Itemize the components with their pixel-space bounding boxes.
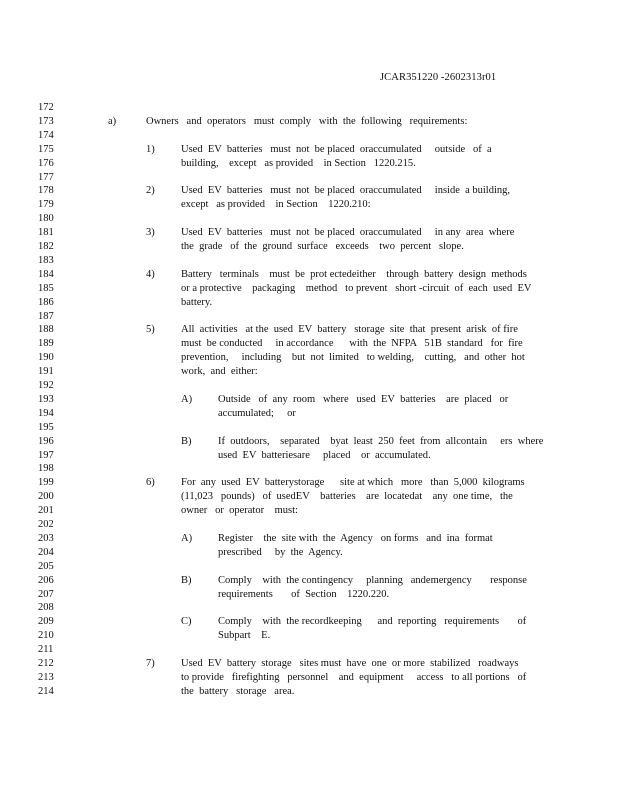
document-line bbox=[0, 476, 618, 489]
list-label: 4) bbox=[146, 268, 155, 280]
line-number: 186 bbox=[38, 296, 54, 308]
document-line bbox=[0, 629, 618, 642]
document-line bbox=[0, 490, 618, 503]
document-line bbox=[0, 198, 618, 211]
line-number: 174 bbox=[38, 129, 54, 141]
line-number: 201 bbox=[38, 505, 54, 517]
line-text: Used EV batteries must not be placed oraccumulated in any area where bbox=[181, 227, 515, 239]
line-text: used EV batteriesare placed or accumulated. bbox=[218, 449, 431, 461]
line-number: 181 bbox=[38, 227, 54, 239]
list-label: 6) bbox=[146, 477, 155, 489]
document-line bbox=[0, 226, 618, 239]
line-text: building, except as provided in Section 1220.215. bbox=[181, 157, 416, 169]
document-line bbox=[0, 310, 618, 323]
line-number: 212 bbox=[38, 658, 54, 669]
document-line bbox=[0, 615, 618, 628]
document-line bbox=[0, 365, 618, 378]
line-text: Battery terminals must be prot ectedeither through battery design methods bbox=[181, 268, 527, 280]
document-line bbox=[0, 601, 618, 614]
document-line bbox=[0, 115, 618, 128]
line-number: 188 bbox=[38, 324, 54, 336]
line-text: owner or operator must: bbox=[181, 505, 298, 517]
line-number: 192 bbox=[38, 380, 54, 391]
document-id-header: JCAR351220 -2602313r01 bbox=[380, 72, 497, 83]
line-number: 208 bbox=[38, 602, 54, 614]
line-text: or a protective packaging method to prevent short -circuit of each used EV bbox=[181, 282, 532, 294]
line-number: 177 bbox=[38, 171, 54, 183]
list-label: B) bbox=[181, 574, 192, 586]
line-number: 191 bbox=[38, 366, 54, 378]
document-line bbox=[0, 337, 618, 350]
line-number: 202 bbox=[38, 519, 54, 530]
document-line bbox=[0, 184, 618, 197]
line-number: 175 bbox=[38, 143, 54, 155]
line-number: 173 bbox=[38, 115, 54, 127]
line-number: 211 bbox=[38, 644, 54, 656]
list-label: A) bbox=[181, 532, 193, 544]
list-label: C) bbox=[181, 616, 192, 628]
line-text: Comply with the recordkeeping and reporting requirements of bbox=[218, 616, 527, 628]
line-number: 172 bbox=[38, 102, 54, 113]
document-line bbox=[0, 296, 618, 309]
line-text: Outside of any room where used EV batteries are placed or bbox=[218, 393, 509, 405]
line-text: Used EV battery storage sites must have one or more stabilized roadways bbox=[181, 658, 519, 669]
line-number: 204 bbox=[38, 546, 54, 558]
line-text: Register the site with the Agency on forms and ina format bbox=[218, 532, 493, 544]
document-line bbox=[0, 421, 618, 434]
document-line bbox=[0, 435, 618, 448]
line-number: 183 bbox=[38, 254, 54, 266]
line-number: 179 bbox=[38, 199, 54, 211]
document-line bbox=[0, 685, 618, 698]
line-number: 197 bbox=[38, 449, 54, 461]
document-line bbox=[0, 574, 618, 587]
line-text: to provide firefighting personnel and equipment access to all portions of bbox=[181, 671, 527, 683]
line-text: battery. bbox=[181, 296, 213, 308]
line-text: Used EV batteries must not be placed oraccumulated outside of a bbox=[181, 143, 492, 155]
document-line bbox=[0, 393, 618, 406]
document-line bbox=[0, 560, 618, 573]
document-line bbox=[0, 101, 618, 114]
line-text: requirements of Section 1220.220. bbox=[218, 588, 390, 600]
line-text: All activities at the used EV battery storage site that present arisk of fire bbox=[181, 324, 518, 336]
line-number: 213 bbox=[38, 671, 54, 683]
document-line bbox=[0, 268, 618, 281]
document-line bbox=[0, 449, 618, 462]
line-number: 203 bbox=[38, 532, 54, 544]
document-line bbox=[0, 351, 618, 364]
document-line bbox=[0, 518, 618, 531]
line-number: 178 bbox=[38, 185, 54, 197]
list-label: 7) bbox=[146, 658, 155, 669]
line-text: accumulated; or bbox=[218, 407, 296, 419]
line-number: 185 bbox=[38, 282, 54, 294]
line-number: 190 bbox=[38, 352, 54, 364]
line-number: 205 bbox=[38, 560, 54, 572]
list-label: a) bbox=[108, 115, 117, 127]
document-line bbox=[0, 462, 618, 475]
document-line bbox=[0, 143, 618, 156]
document-line bbox=[0, 171, 618, 184]
document-line bbox=[0, 643, 618, 656]
line-text: work, and either: bbox=[181, 366, 258, 378]
list-label: 1) bbox=[146, 143, 155, 155]
line-text: Owners and operators must comply with the following requirements: bbox=[146, 115, 468, 127]
line-number: 209 bbox=[38, 616, 54, 628]
line-number: 196 bbox=[38, 435, 54, 447]
line-number: 176 bbox=[38, 157, 54, 169]
line-number: 180 bbox=[38, 213, 54, 225]
line-number: 214 bbox=[38, 685, 54, 697]
line-text: except as provided in Section 1220.210: bbox=[181, 199, 371, 211]
line-number: 187 bbox=[38, 310, 54, 322]
document-line bbox=[0, 671, 618, 684]
document-line bbox=[0, 379, 618, 392]
line-text: For any used EV batterystorage site at which more than 5,000 kilograms bbox=[181, 477, 525, 489]
document-line bbox=[0, 504, 618, 517]
line-text: prevention, including but not limited to welding, cutting, and other hot bbox=[181, 352, 525, 364]
line-number: 193 bbox=[38, 393, 54, 405]
line-text: (11,023 pounds) of usedEV batteries are locatedat any one time, the bbox=[181, 491, 513, 503]
document-line bbox=[0, 532, 618, 545]
line-text: prescribed by the Agency. bbox=[218, 546, 343, 558]
document-line bbox=[0, 407, 618, 420]
line-text: the grade of the ground surface exceeds two percent slope. bbox=[181, 241, 464, 252]
line-number: 198 bbox=[38, 463, 54, 475]
line-text: the battery storage area. bbox=[181, 685, 295, 697]
line-text: Used EV batteries must not be placed oraccumulated inside a building, bbox=[181, 185, 511, 197]
line-text: If outdoors, separated byat least 250 feet from allcontain ers where bbox=[218, 435, 544, 447]
line-number: 194 bbox=[38, 407, 54, 419]
list-label: 5) bbox=[146, 324, 155, 336]
line-number: 206 bbox=[38, 574, 54, 586]
document-line bbox=[0, 657, 618, 670]
list-label: 3) bbox=[146, 227, 155, 239]
line-text: Comply with the contingency planning andemergency response bbox=[218, 574, 527, 586]
line-number: 199 bbox=[38, 477, 54, 489]
document-line bbox=[0, 323, 618, 336]
document-line bbox=[0, 212, 618, 225]
line-number: 184 bbox=[38, 268, 54, 280]
list-label: 2) bbox=[146, 185, 155, 197]
line-number: 195 bbox=[38, 421, 54, 433]
document-line bbox=[0, 546, 618, 559]
line-text: must be conducted in accordance with the NFPA 51B standard for fire bbox=[181, 338, 523, 350]
document-line bbox=[0, 588, 618, 601]
document-line bbox=[0, 254, 618, 267]
document-line bbox=[0, 282, 618, 295]
line-number: 207 bbox=[38, 588, 54, 600]
line-text: Subpart E. bbox=[218, 630, 271, 642]
document-line bbox=[0, 157, 618, 170]
line-number: 182 bbox=[38, 241, 54, 252]
document-line bbox=[0, 129, 618, 142]
list-label: B) bbox=[181, 435, 192, 447]
line-number: 200 bbox=[38, 491, 54, 503]
line-number: 189 bbox=[38, 338, 54, 350]
line-number: 210 bbox=[38, 630, 54, 642]
document-line bbox=[0, 240, 618, 253]
list-label: A) bbox=[181, 393, 193, 405]
